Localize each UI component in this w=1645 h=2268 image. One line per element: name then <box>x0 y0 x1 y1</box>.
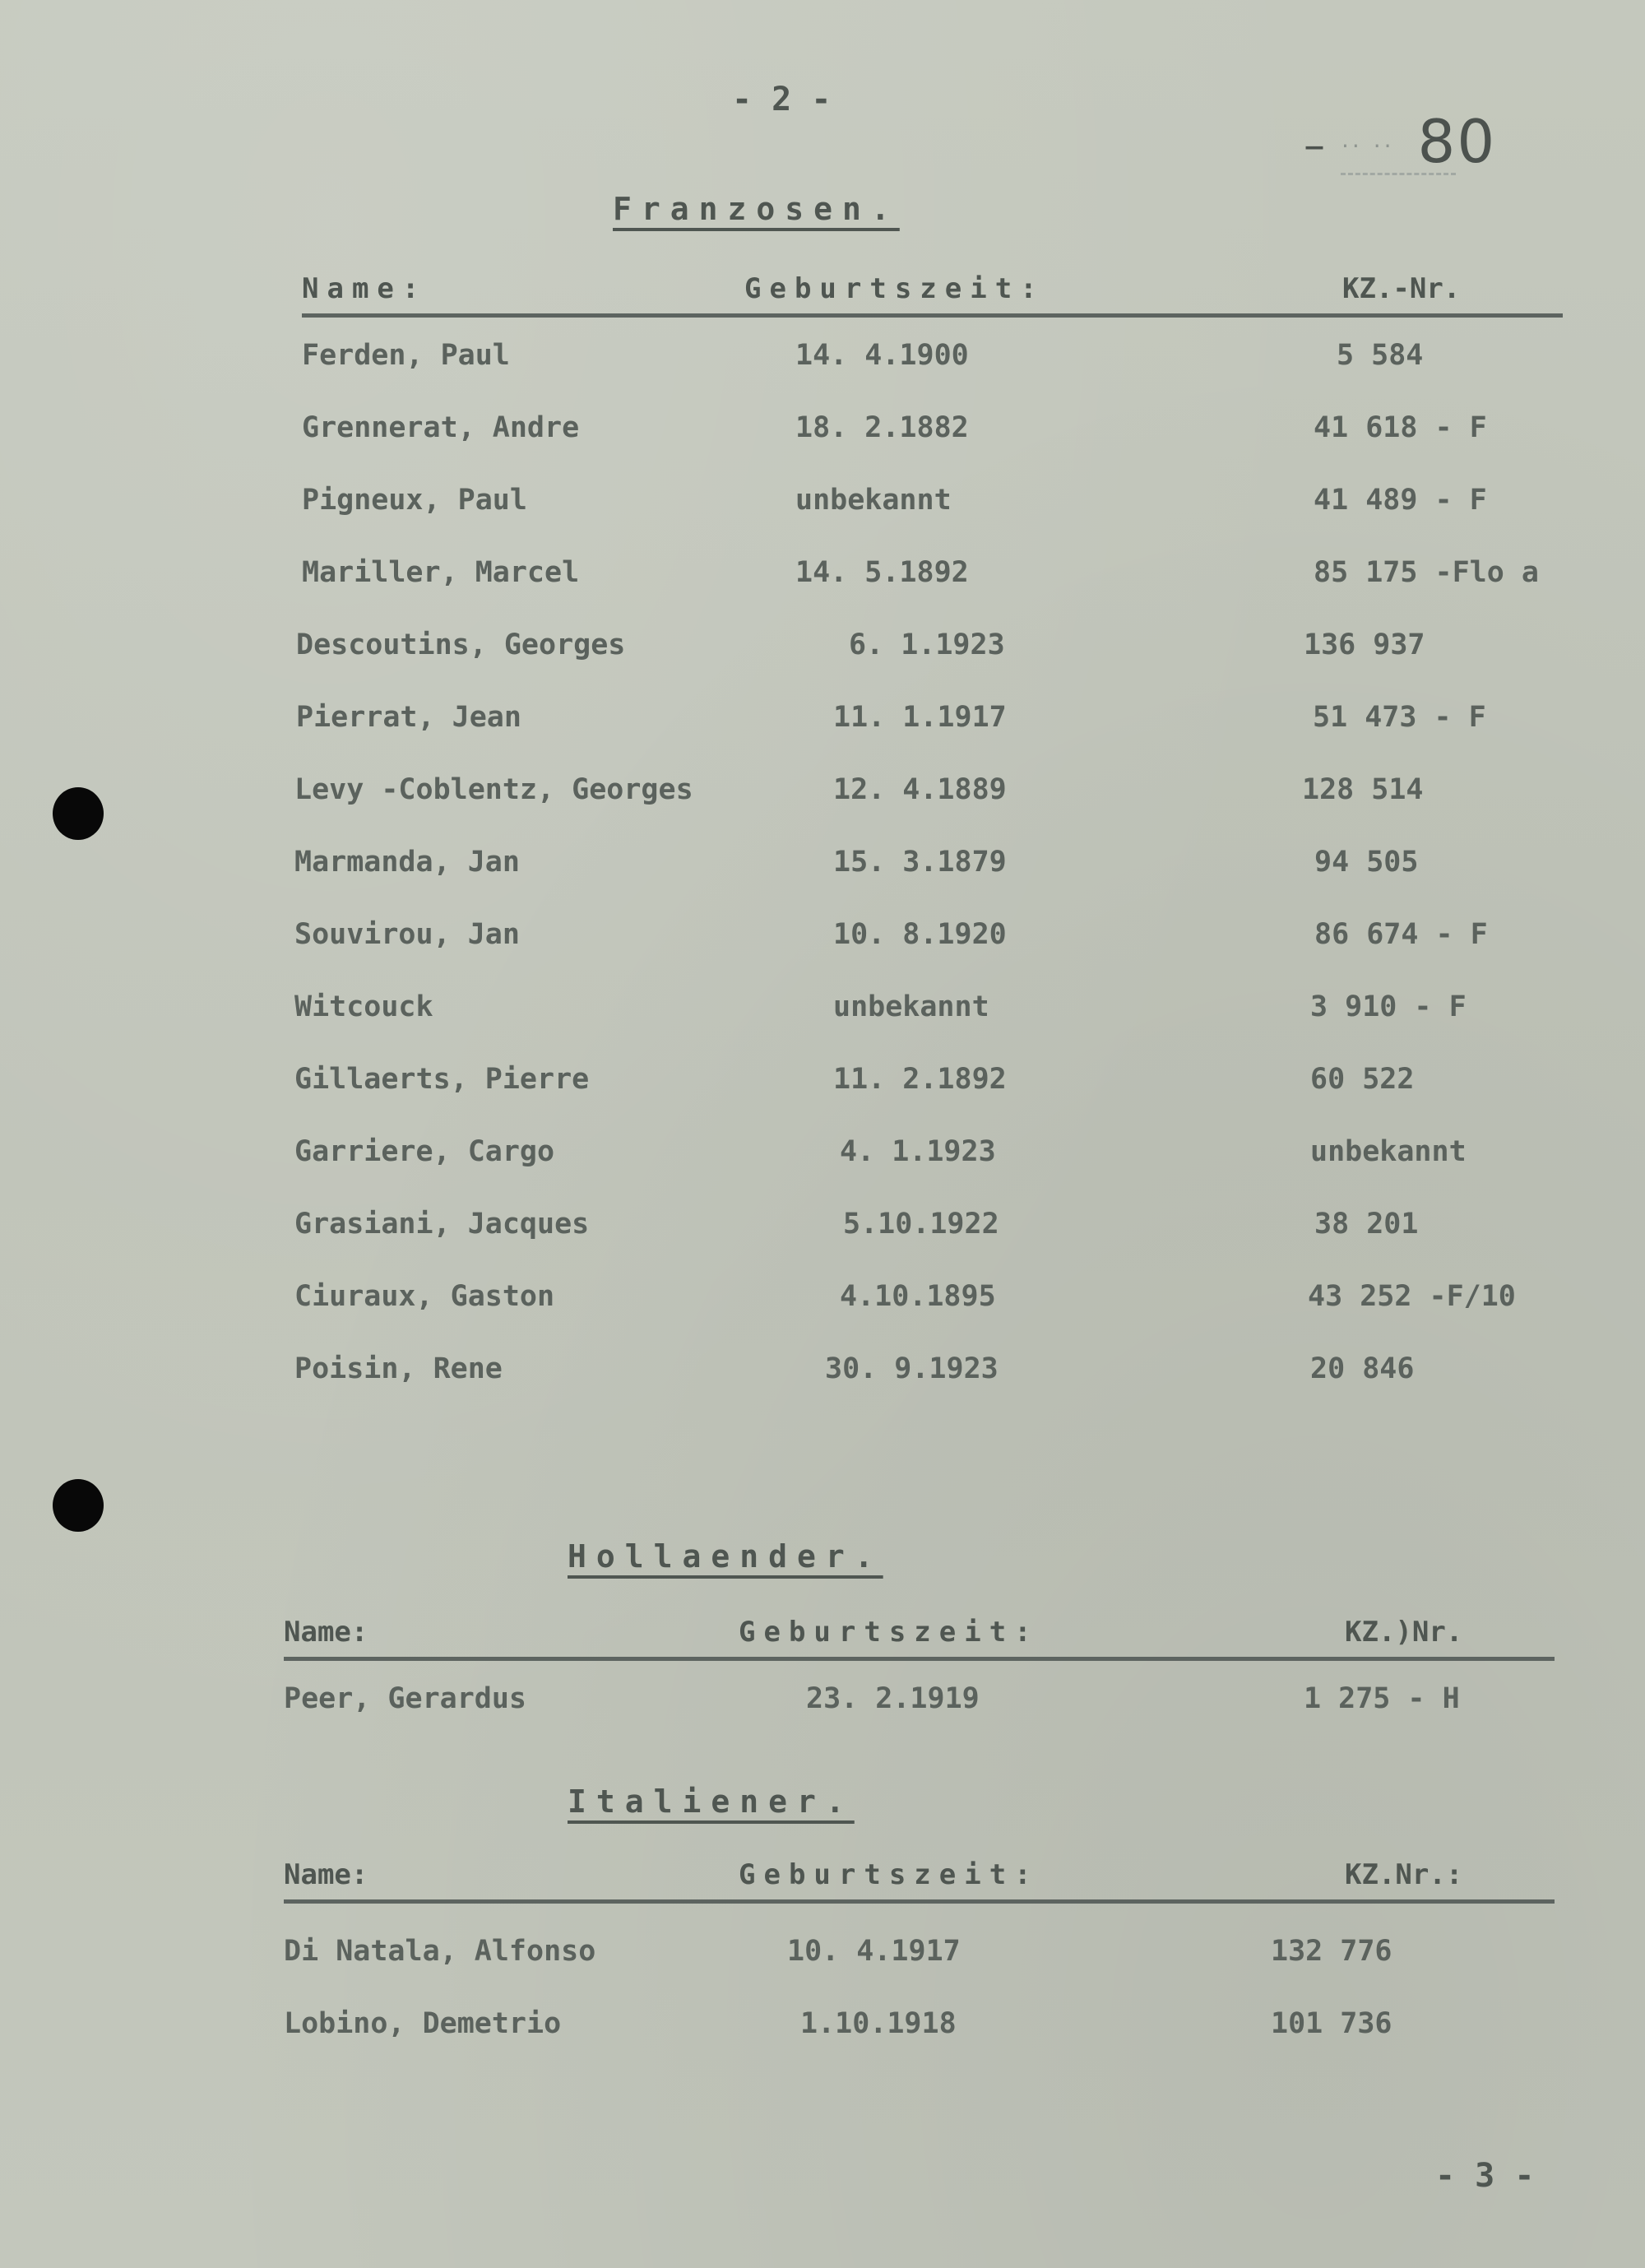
cell-birth: 6. 1.1923 <box>849 628 1005 661</box>
cell-name: Souvirou, Jan <box>294 918 520 951</box>
stamp-underline <box>1341 173 1456 175</box>
cell-birth: 4.10.1895 <box>840 1280 996 1313</box>
cell-name: Di Natala, Alfonso <box>284 1935 596 1968</box>
cell-name: Garriere, Cargo <box>294 1135 555 1168</box>
cell-kz: 60 522 <box>1310 1063 1415 1096</box>
header-birth: Geburtszeit: <box>744 272 1045 305</box>
header-name: Name: <box>284 1858 368 1891</box>
table-row <box>294 1135 1563 1185</box>
header-birth: Geburtszeit: <box>739 1858 1040 1891</box>
cell-birth: 5.10.1922 <box>843 1208 999 1241</box>
cell-kz: 51 473 - F <box>1313 701 1486 734</box>
table-row <box>294 990 1563 1040</box>
cell-kz: 94 505 <box>1314 846 1419 879</box>
table-row <box>302 339 1563 388</box>
cell-kz: 128 514 <box>1302 773 1424 806</box>
cell-birth: unbekannt <box>833 990 989 1023</box>
cell-name: Ferden, Paul <box>302 339 510 372</box>
cell-birth: 10. 4.1917 <box>787 1935 961 1968</box>
cell-kz: 101 736 <box>1271 2007 1392 2040</box>
header-kz: KZ.Nr.: <box>1345 1858 1463 1891</box>
stamp-faint-mark: ·· ·· <box>1341 132 1395 160</box>
section-title-italiener: Italiener. <box>568 1783 855 1820</box>
table-row <box>302 556 1563 605</box>
cell-name: Peer, Gerardus <box>284 1682 527 1715</box>
cell-name: Grennerat, Andre <box>302 411 580 444</box>
cell-name: Levy -Coblentz, Georges <box>294 773 693 806</box>
cell-kz: 86 674 - F <box>1314 918 1488 951</box>
section-title-hollaender: Hollaender. <box>568 1538 883 1575</box>
section-title-franzosen: Franzosen. <box>613 191 900 227</box>
cell-kz: 132 776 <box>1271 1935 1392 1968</box>
cell-name: Pierrat, Jean <box>296 701 521 734</box>
cell-kz: 85 175 -Flo a <box>1314 556 1539 589</box>
cell-birth: 1.10.1918 <box>800 2007 957 2040</box>
header-name: Name: <box>284 1616 368 1649</box>
cell-name: Mariller, Marcel <box>302 556 580 589</box>
page-number: - 2 - <box>732 81 832 118</box>
stamp-dash-mark: – <box>1304 121 1327 171</box>
cell-birth: 12. 4.1889 <box>833 773 1007 806</box>
table-row <box>284 1935 1555 1984</box>
cell-birth: 11. 2.1892 <box>833 1063 1007 1096</box>
header-birth: Geburtszeit: <box>739 1616 1040 1649</box>
header-name: Name: <box>302 272 428 305</box>
cell-kz: 136 937 <box>1304 628 1425 661</box>
table-row <box>302 411 1563 461</box>
cell-name: Gillaerts, Pierre <box>294 1063 590 1096</box>
cell-birth: 4. 1.1923 <box>840 1135 996 1168</box>
cell-name: Grasiani, Jacques <box>294 1208 590 1241</box>
table-row <box>294 1352 1563 1402</box>
archive-stamp <box>1304 107 1496 176</box>
next-page-indicator: - 3 - <box>1435 2157 1535 2195</box>
table-row <box>294 846 1563 895</box>
table-row <box>294 1208 1563 1257</box>
cell-name: Poisin, Rene <box>294 1352 503 1385</box>
cell-name: Witcouck <box>294 990 433 1023</box>
cell-kz: 5 584 <box>1337 339 1424 372</box>
punch-hole-icon <box>53 787 104 840</box>
table-header-hollaender <box>284 1611 1555 1661</box>
header-kz: KZ.-Nr. <box>1342 272 1461 305</box>
table-row <box>296 701 1563 750</box>
cell-kz: 43 252 -F/10 <box>1308 1280 1516 1313</box>
cell-kz: 20 846 <box>1310 1352 1415 1385</box>
archive-number: 80 <box>1417 107 1497 176</box>
table-header-franzosen <box>302 267 1563 318</box>
cell-kz: 3 910 - F <box>1310 990 1467 1023</box>
table-row <box>294 1280 1563 1329</box>
cell-name: Pigneux, Paul <box>302 484 527 517</box>
cell-birth: 11. 1.1917 <box>833 701 1007 734</box>
cell-birth: 23. 2.1919 <box>806 1682 980 1715</box>
cell-kz: unbekannt <box>1310 1135 1467 1168</box>
cell-birth: 10. 8.1920 <box>833 918 1007 951</box>
table-row <box>284 2007 1555 2057</box>
cell-birth: 14. 4.1900 <box>795 339 969 372</box>
cell-name: Marmanda, Jan <box>294 846 520 879</box>
punch-hole-icon <box>53 1479 104 1532</box>
cell-kz: 41 489 - F <box>1314 484 1487 517</box>
cell-name: Lobino, Demetrio <box>284 2007 562 2040</box>
table-header-italiener <box>284 1853 1555 1904</box>
table-row <box>296 628 1563 678</box>
table-row <box>294 773 1563 823</box>
cell-birth: 15. 3.1879 <box>833 846 1007 879</box>
cell-name: Ciuraux, Gaston <box>294 1280 555 1313</box>
cell-name: Descoutins, Georges <box>296 628 626 661</box>
table-row <box>294 918 1563 967</box>
cell-birth: unbekannt <box>795 484 952 517</box>
table-row <box>294 1063 1563 1112</box>
cell-kz: 41 618 - F <box>1314 411 1487 444</box>
table-row <box>302 484 1563 533</box>
cell-birth: 30. 9.1923 <box>825 1352 999 1385</box>
header-kz: KZ.)Nr. <box>1345 1616 1463 1649</box>
cell-kz: 38 201 <box>1314 1208 1419 1241</box>
cell-birth: 18. 2.1882 <box>795 411 969 444</box>
cell-birth: 14. 5.1892 <box>795 556 969 589</box>
cell-kz: 1 275 - H <box>1304 1682 1460 1715</box>
table-row <box>284 1682 1555 1732</box>
